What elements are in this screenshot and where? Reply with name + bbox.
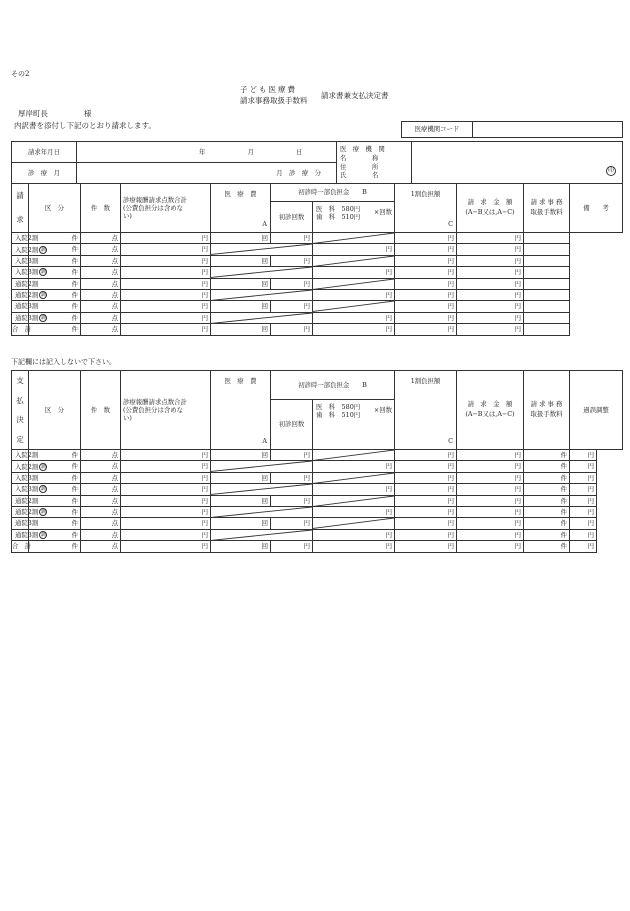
address-label: 住 所 — [340, 162, 379, 171]
adjust-mark: 調 — [40, 246, 46, 253]
payment-rows — [12, 450, 623, 553]
ten-percent-cell[interactable]: 円 — [313, 312, 395, 323]
intro-text: 内訳書を添付し下記のとおり請求します。 — [14, 121, 156, 130]
claim-amount-cell[interactable]: 円 — [395, 244, 457, 255]
adjust-count-cell[interactable]: 件 — [524, 484, 570, 495]
table-row — [12, 484, 623, 495]
ten-percent-slash — [313, 301, 395, 312]
header-rate: 医 科 580円 歯 科 510円 ×回数 — [313, 201, 395, 232]
first-count-cell[interactable]: 回 — [211, 541, 271, 552]
first-visit-slash — [211, 267, 313, 278]
handling-fee-cell[interactable]: 円 — [457, 312, 524, 323]
row-category: 通院2割 調 — [12, 506, 29, 517]
ten-percent-cell[interactable]: 円 — [313, 529, 395, 540]
count-cell[interactable]: 件 — [29, 506, 81, 517]
medical-fee-cell[interactable]: 円 — [121, 518, 211, 529]
title-line1: 子ども医療費 — [240, 85, 297, 94]
points-cell[interactable]: 点 — [81, 518, 121, 529]
section-claim-label: 請 求 — [12, 184, 29, 233]
header-first-visit: 初診時一部負担金 B — [271, 184, 395, 202]
first-visit-slash — [211, 484, 313, 495]
first-count-cell[interactable]: 回 — [211, 278, 271, 289]
handling-fee-cell[interactable]: 円 — [457, 233, 524, 244]
adjust-mark: 調 — [40, 314, 46, 321]
table-row — [12, 255, 623, 266]
institution-code-table — [401, 121, 623, 138]
points-cell[interactable]: 点 — [81, 529, 121, 540]
count-cell[interactable]: 件 — [29, 233, 81, 244]
ten-percent-cell[interactable]: 円 — [313, 506, 395, 517]
ten-percent-slash — [313, 495, 395, 506]
remarks-cell[interactable] — [524, 278, 570, 289]
note-text: 下記欄には記入しないで下さい。 — [11, 358, 116, 366]
adjust-amount-cell[interactable]: 円 — [570, 472, 597, 483]
claim-amount-cell[interactable]: 円 — [395, 495, 457, 506]
points-cell[interactable]: 点 — [81, 506, 121, 517]
adjust-count-cell[interactable]: 件 — [524, 472, 570, 483]
claim-amount-cell[interactable]: 円 — [395, 312, 457, 323]
ten-percent-cell[interactable]: 円 — [313, 461, 395, 472]
first-amount-cell[interactable]: 円 — [271, 324, 313, 335]
points-cell[interactable]: 点 — [81, 312, 121, 323]
count-cell[interactable]: 件 — [29, 450, 81, 461]
first-count-cell[interactable]: 回 — [211, 301, 271, 312]
count-cell[interactable]: 件 — [29, 244, 81, 255]
table-row — [12, 541, 623, 552]
first-amount-cell[interactable]: 円 — [271, 472, 313, 483]
table-row — [12, 301, 623, 312]
name-label: 名 称 — [340, 153, 379, 162]
adjust-count-cell[interactable]: 件 — [524, 506, 570, 517]
medical-fee-cell[interactable]: 円 — [121, 484, 211, 495]
claim-amount-cell[interactable]: 円 — [395, 301, 457, 312]
first-amount-cell[interactable]: 円 — [271, 278, 313, 289]
adjust-amount-cell[interactable]: 円 — [570, 495, 597, 506]
remarks-cell[interactable] — [524, 233, 570, 244]
row-category: 合 計 — [12, 325, 32, 334]
count-cell[interactable]: 件 — [29, 472, 81, 483]
points-cell[interactable]: 点 — [81, 301, 121, 312]
institution-labels — [337, 142, 412, 184]
payment-table — [11, 370, 623, 553]
handling-fee-cell[interactable]: 円 — [457, 278, 524, 289]
first-visit-slash — [211, 529, 313, 540]
first-count-cell[interactable]: 回 — [211, 324, 271, 335]
points-cell[interactable]: 点 — [81, 255, 121, 266]
adjust-mark: 調 — [40, 269, 46, 276]
medical-fee-cell[interactable]: 円 — [121, 450, 211, 461]
row-category: 入院3割 調 — [12, 267, 29, 278]
adjust-count-cell[interactable]: 件 — [524, 495, 570, 506]
remarks-cell[interactable] — [524, 244, 570, 255]
treatment-month-field[interactable]: 月 診 療 分 — [77, 163, 337, 184]
points-cell[interactable]: 点 — [81, 450, 121, 461]
handling-fee-cell[interactable]: 円 — [457, 255, 524, 266]
header-points: 診療報酬請求点数合計 (公費負担分は含めな い) — [121, 371, 211, 450]
count-cell[interactable]: 件 — [29, 289, 81, 300]
first-amount-cell[interactable]: 円 — [271, 541, 313, 552]
table-row — [12, 233, 623, 244]
first-count-cell[interactable]: 回 — [211, 255, 271, 266]
points-cell[interactable]: 点 — [81, 495, 121, 506]
header-category: 区 分 — [29, 184, 81, 233]
header-remarks: 備 考 — [570, 184, 623, 233]
table-row — [12, 495, 623, 506]
row-category: 通院3割 調 — [12, 312, 29, 323]
claim-info-table — [11, 141, 623, 184]
claim-amount-cell[interactable]: 円 — [395, 506, 457, 517]
first-amount-cell[interactable]: 円 — [271, 518, 313, 529]
first-count-cell[interactable]: 回 — [211, 233, 271, 244]
count-cell[interactable]: 件 — [29, 312, 81, 323]
claim-amount-cell[interactable]: 円 — [395, 267, 457, 278]
count-cell[interactable]: 件 — [29, 324, 81, 335]
ten-percent-cell[interactable]: 円 — [313, 541, 395, 552]
count-cell[interactable]: 件 — [29, 301, 81, 312]
header-ten-percent: 1割負担額 C — [395, 371, 457, 450]
handling-fee-cell[interactable]: 円 — [457, 244, 524, 255]
adjust-amount-cell[interactable]: 円 — [570, 461, 597, 472]
count-cell[interactable]: 件 — [29, 518, 81, 529]
ten-percent-slash — [313, 518, 395, 529]
claim-amount-cell[interactable]: 円 — [395, 461, 457, 472]
first-visit-slash — [211, 289, 313, 300]
adjust-count-cell[interactable]: 件 — [524, 529, 570, 540]
first-count-cell[interactable]: 回 — [211, 472, 271, 483]
header-rate: 医 科 580円 歯 科 510円 ×回数 — [313, 399, 395, 449]
medical-fee-cell[interactable]: 円 — [121, 472, 211, 483]
count-cell[interactable]: 件 — [29, 495, 81, 506]
first-amount-cell[interactable]: 円 — [271, 301, 313, 312]
medical-fee-cell[interactable]: 円 — [121, 244, 211, 255]
handling-fee-cell[interactable]: 円 — [457, 518, 524, 529]
header-medical-fee: 医 療 費 A — [211, 184, 271, 233]
points-cell[interactable]: 点 — [81, 472, 121, 483]
section-payment-label: 支 払 決 定 — [12, 371, 29, 450]
inst-label: 医 療 機 関 — [340, 145, 385, 154]
adjust-amount-cell[interactable]: 円 — [570, 529, 597, 540]
header-medical-fee: 医 療 費 A — [211, 371, 271, 450]
adjust-amount-cell[interactable]: 円 — [570, 450, 597, 461]
table-row — [12, 450, 623, 461]
medical-fee-cell[interactable]: 円 — [121, 278, 211, 289]
ten-percent-slash — [313, 450, 395, 461]
claim-date-field[interactable] — [77, 142, 337, 163]
remarks-cell[interactable] — [524, 289, 570, 300]
addressee: 厚岸町長 — [18, 109, 48, 118]
claim-amount-cell[interactable]: 円 — [395, 278, 457, 289]
medical-fee-cell[interactable]: 円 — [121, 541, 211, 552]
first-visit-slash — [211, 312, 313, 323]
header-handling-fee: 請 求 事 務 取扱手数料 — [524, 371, 570, 450]
remarks-cell[interactable] — [524, 255, 570, 266]
remarks-cell[interactable] — [524, 324, 570, 335]
row-category: 通院3割 調 — [12, 529, 29, 540]
first-amount-cell[interactable]: 円 — [271, 233, 313, 244]
count-cell[interactable]: 件 — [29, 461, 81, 472]
title-suffix: 請求書兼支払決定書 — [321, 91, 389, 100]
points-cell[interactable]: 点 — [81, 461, 121, 472]
year-label: 年 — [199, 147, 206, 156]
remarks-cell[interactable] — [524, 312, 570, 323]
first-amount-cell[interactable]: 円 — [271, 450, 313, 461]
header-count: 件 数 — [81, 184, 121, 233]
header-first-count: 初診回数 — [271, 399, 313, 449]
table-row — [12, 529, 623, 540]
row-category: 合 計 — [12, 542, 32, 551]
handling-fee-cell[interactable]: 円 — [457, 472, 524, 483]
first-amount-cell[interactable]: 円 — [271, 495, 313, 506]
adjust-mark: 調 — [40, 509, 46, 516]
handling-fee-cell[interactable]: 円 — [457, 301, 524, 312]
ten-percent-slash — [313, 255, 395, 266]
header-category: 区 分 — [29, 371, 81, 450]
row-category: 入院3割 調 — [12, 484, 29, 495]
row-category: 通院3割 — [12, 518, 29, 529]
row-category: 入院2割 — [12, 233, 29, 244]
adjust-count-cell[interactable]: 件 — [524, 541, 570, 552]
points-cell[interactable]: 点 — [81, 484, 121, 495]
handling-fee-cell[interactable]: 円 — [457, 495, 524, 506]
claim-amount-cell[interactable]: 円 — [395, 529, 457, 540]
form-number: その2 — [11, 70, 30, 78]
adjust-mark: 調 — [40, 486, 46, 493]
row-category: 通院3割 — [12, 301, 29, 312]
adjust-mark: 調 — [40, 531, 46, 538]
medical-fee-cell[interactable]: 円 — [121, 233, 211, 244]
handling-fee-cell[interactable]: 円 — [457, 484, 524, 495]
handling-fee-cell[interactable]: 円 — [457, 450, 524, 461]
adjust-mark: 調 — [40, 292, 46, 299]
row-category: 入院3割 — [12, 472, 29, 483]
first-visit-slash — [211, 506, 313, 517]
claim-amount-cell[interactable]: 円 — [395, 289, 457, 300]
ten-percent-cell[interactable]: 円 — [313, 244, 395, 255]
header-claim-amount: 請 求 金 額 (A−B又は,A−C) — [457, 184, 524, 233]
row-category: 入院2割 調 — [12, 461, 29, 472]
ten-percent-slash — [313, 233, 395, 244]
medical-fee-cell[interactable]: 円 — [121, 324, 211, 335]
person-label: 氏 名 — [340, 171, 379, 180]
adjust-count-cell[interactable]: 件 — [524, 518, 570, 529]
claim-date-label: 請求年月日 — [12, 142, 77, 163]
treatment-month-label: 診 療 月 — [12, 163, 77, 184]
row-category: 通院2割 調 — [12, 289, 29, 300]
header-first-count: 初診回数 — [271, 201, 313, 232]
ten-percent-cell[interactable]: 円 — [313, 324, 395, 335]
table-row — [12, 244, 623, 255]
handling-fee-cell[interactable]: 円 — [457, 541, 524, 552]
first-count-cell[interactable]: 回 — [211, 518, 271, 529]
row-category: 入院3割 — [12, 255, 29, 266]
institution-code-field[interactable] — [473, 122, 623, 138]
row-category: 通院2割 — [12, 278, 29, 289]
points-cell[interactable]: 点 — [81, 244, 121, 255]
ten-percent-cell[interactable]: 円 — [313, 484, 395, 495]
medical-fee-cell[interactable]: 円 — [121, 255, 211, 266]
medical-fee-cell[interactable]: 円 — [121, 461, 211, 472]
row-category: 入院2割 調 — [12, 244, 29, 255]
table-row — [12, 278, 623, 289]
header-count: 件 数 — [81, 371, 121, 450]
seal-mark: 印 — [607, 167, 614, 174]
ten-percent-cell[interactable]: 円 — [313, 267, 395, 278]
claim-amount-cell[interactable]: 円 — [395, 324, 457, 335]
institution-info-field[interactable] — [412, 142, 623, 184]
claim-amount-cell[interactable]: 円 — [395, 255, 457, 266]
title-line2: 請求事務取扱手数料 — [240, 96, 308, 105]
claim-amount-cell[interactable]: 円 — [395, 541, 457, 552]
points-cell[interactable]: 点 — [81, 267, 121, 278]
medical-fee-cell[interactable]: 円 — [121, 506, 211, 517]
claim-amount-cell[interactable]: 円 — [395, 472, 457, 483]
count-cell[interactable]: 件 — [29, 541, 81, 552]
ten-percent-slash — [313, 278, 395, 289]
claim-amount-cell[interactable]: 円 — [395, 484, 457, 495]
points-cell[interactable]: 点 — [81, 278, 121, 289]
adjust-amount-cell[interactable]: 円 — [570, 506, 597, 517]
points-cell[interactable]: 点 — [81, 541, 121, 552]
table-row — [12, 472, 623, 483]
table-row — [12, 506, 623, 517]
header-adjust: 過誤調整 — [570, 371, 623, 450]
handling-fee-cell[interactable]: 円 — [457, 529, 524, 540]
honorific: 様 — [84, 109, 92, 118]
medical-fee-cell[interactable]: 円 — [121, 529, 211, 540]
claim-amount-cell[interactable]: 円 — [395, 518, 457, 529]
medical-fee-cell[interactable]: 円 — [121, 301, 211, 312]
header-claim-amount: 請 求 金 額 (A−B又は,A−C) — [457, 371, 524, 450]
header-first-visit: 初診時一部負担金 B — [271, 371, 395, 400]
table-row — [12, 461, 623, 472]
remarks-cell[interactable] — [524, 267, 570, 278]
header-ten-percent: 1割負担額 C — [395, 184, 457, 233]
medical-fee-cell[interactable]: 円 — [121, 312, 211, 323]
adjust-count-cell[interactable]: 件 — [524, 461, 570, 472]
adjust-count-cell[interactable]: 件 — [524, 450, 570, 461]
table-row — [12, 267, 623, 278]
points-cell[interactable]: 点 — [81, 289, 121, 300]
adjust-mark: 調 — [40, 463, 46, 470]
row-category: 通院2割 — [12, 495, 29, 506]
medical-fee-cell[interactable]: 円 — [121, 267, 211, 278]
table-row — [12, 289, 623, 300]
handling-fee-cell[interactable]: 円 — [457, 506, 524, 517]
first-visit-slash — [211, 244, 313, 255]
handling-fee-cell[interactable]: 円 — [457, 267, 524, 278]
header-points: 診療報酬請求点数合計 (公費負担分は含めな い) — [121, 184, 211, 233]
claim-amount-cell[interactable]: 円 — [395, 233, 457, 244]
handling-fee-cell[interactable]: 円 — [457, 324, 524, 335]
adjust-amount-cell[interactable]: 円 — [570, 518, 597, 529]
count-cell[interactable]: 件 — [29, 255, 81, 266]
claim-table — [11, 183, 623, 336]
remarks-cell[interactable] — [524, 301, 570, 312]
institution-code-label: 医療機関コード — [402, 122, 473, 138]
first-visit-slash — [211, 461, 313, 472]
header-handling-fee: 請 求 事 務 取扱手数料 — [524, 184, 570, 233]
day-label: 日 — [295, 147, 303, 156]
first-count-cell[interactable]: 回 — [211, 450, 271, 461]
count-cell[interactable]: 件 — [29, 267, 81, 278]
claim-amount-cell[interactable]: 円 — [395, 450, 457, 461]
points-cell[interactable]: 点 — [81, 324, 121, 335]
adjust-amount-cell[interactable]: 円 — [570, 484, 597, 495]
first-count-cell[interactable]: 回 — [211, 495, 271, 506]
handling-fee-cell[interactable]: 円 — [457, 461, 524, 472]
count-cell[interactable]: 件 — [29, 278, 81, 289]
row-category: 入院2割 — [12, 450, 29, 461]
handling-fee-cell[interactable]: 円 — [457, 289, 524, 300]
table-row — [12, 324, 623, 335]
count-cell[interactable]: 件 — [29, 484, 81, 495]
first-amount-cell[interactable]: 円 — [271, 255, 313, 266]
medical-fee-cell[interactable]: 円 — [121, 289, 211, 300]
adjust-amount-cell[interactable]: 円 — [570, 541, 597, 552]
ten-percent-slash — [313, 472, 395, 483]
month-label: 月 — [247, 147, 254, 156]
claim-rows — [12, 233, 623, 336]
table-row — [12, 518, 623, 529]
ten-percent-cell[interactable]: 円 — [313, 289, 395, 300]
table-row — [12, 312, 623, 323]
medical-fee-cell[interactable]: 円 — [121, 495, 211, 506]
points-cell[interactable]: 点 — [81, 233, 121, 244]
count-cell[interactable]: 件 — [29, 529, 81, 540]
